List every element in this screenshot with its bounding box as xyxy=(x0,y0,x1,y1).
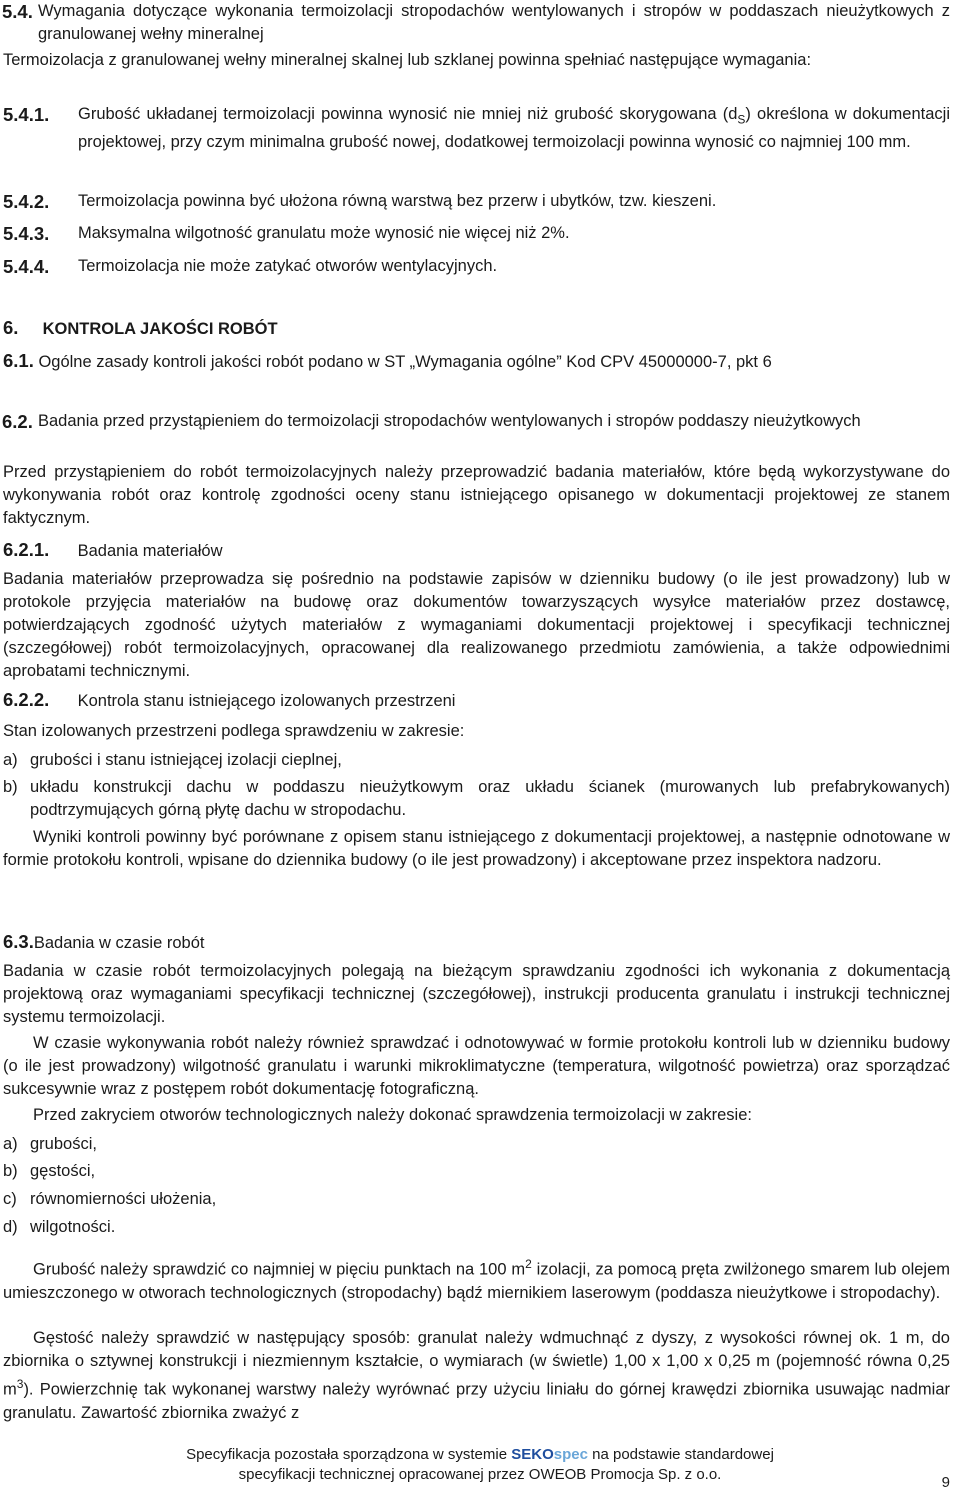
paragraph-text: Grubość należy sprawdzić co najmniej w pięciu punktach na 100 m xyxy=(33,1260,526,1279)
section-title: Badania w czasie robót xyxy=(33,934,205,952)
section-5-4-2 xyxy=(3,190,950,213)
subscript: S xyxy=(737,112,746,127)
section-6-3-paragraph-5 xyxy=(3,1327,950,1425)
brand-logo-text: SEKO xyxy=(511,1446,554,1463)
list-text: wilgotności. xyxy=(30,1218,116,1236)
section-6-3-paragraph-1: Badania w czasie robót termoizolacyjnych polegają na bieżącym sprawdzaniu zgodności ich wykonania z dokumentacją projektową oraz wymaganiami specyfikacji technicznej (szczegółowej), instrukcji producenta granulatu i instrukcji technicznej systemu termoizolacji. xyxy=(3,962,950,1026)
paragraph-text: ) określona w dokumentacji projektowej, przy czym minimalna grubość nowej, dodatkowej termoizolacji powinna wynosić co najmniej 100 mm. xyxy=(78,105,950,152)
list-item xyxy=(3,749,950,772)
section-6-1 xyxy=(3,349,950,374)
paragraph-text: izolacji, za pomocą pręta zwilżonego smarem lub olejem umieszczonego w otworach technologicznych (stropodachy) bądź miernikiem laserowym (poddasza nieużytkowe i stropodachy). xyxy=(3,1260,951,1302)
list-item xyxy=(3,1188,950,1211)
paragraph-text: Gęstość należy sprawdzić w następujący sposób: granulat należy wdmuchnąć z dyszy, z wysokości równej ok. 1 m, do zbiornika o sztywnej konstrukcji i niezmiennym kształcie, o wymiarach (w świetle) 1,00 x 1,00 x 0,25 m (pojemność równa 0,25 m xyxy=(3,1329,950,1399)
section-number: 5.4. xyxy=(2,1,33,22)
footer-text: na podstawie standardowej xyxy=(587,1446,774,1463)
section-number: 6.3. xyxy=(3,931,34,952)
paragraph-text: Ogólne zasady kontroli jakości robót podano w ST „Wymagania ogólne” Kod CPV 45000000-7, pkt 6 xyxy=(38,353,772,371)
list-item xyxy=(3,1133,950,1156)
section-number: 5.4.3. xyxy=(3,223,50,244)
footer-line-1 xyxy=(0,1445,960,1465)
section-title: Wymagania dotyczące wykonania termoizolacji stropodachów wentylowanych i stropów w poddaszach nieużytkowych z granulowanej wełny mineralnej xyxy=(38,2,950,43)
section-number: 6.2. xyxy=(2,411,33,432)
list-item xyxy=(3,776,950,822)
section-number: 5.4.4. xyxy=(3,256,50,277)
section-6-3-heading xyxy=(3,930,950,955)
list-label: a) xyxy=(3,751,18,769)
section-6-3-paragraph-2: W czasie wykonywania robót należy również sprawdzać i odnotowywać w formie protokołu kontroli lub w dzienniku budowy (o ile jest prowadzony) wilgotność granulatu i warunki mikroklimatyczne (temperatura, wilgotność powietrza) oraz sporządzać sukcesywnie wraz z postępem robót dokumentację fotograficzną. xyxy=(3,1034,950,1098)
section-number: 5.4.1. xyxy=(3,104,50,125)
brand-logo-text: spec xyxy=(553,1446,588,1463)
list-text: grubości i stanu istniejącej izolacji cieplnej, xyxy=(30,751,342,769)
section-number: 6.1. xyxy=(3,350,34,371)
section-title: Badania materiałów xyxy=(77,542,223,560)
section-title: Badania przed przystąpieniem do termoizolacji stropodachów wentylowanych i stropów poddaszy nieużytkowych xyxy=(38,412,861,430)
section-6-heading xyxy=(3,316,950,341)
section-6-3-paragraph-3: Przed zakryciem otworów technologicznych należy dokonać sprawdzenia termoizolacji w zakresie: xyxy=(33,1106,752,1124)
section-6-2-1-heading xyxy=(3,538,950,563)
section-6-2-heading xyxy=(2,410,950,433)
section-number: 6. xyxy=(3,317,19,338)
list-label: b) xyxy=(3,778,18,796)
paragraph-text: Termoizolacja powinna być ułożona równą warstwą bez przerw i ubytków, tzw. kieszeni. xyxy=(78,192,717,210)
superscript: 3 xyxy=(16,1377,24,1391)
paragraph-text: Termoizolacja nie może zatykać otworów wentylacyjnych. xyxy=(78,257,498,275)
list-item xyxy=(3,1216,950,1239)
list-text: grubości, xyxy=(30,1135,97,1153)
list-label: d) xyxy=(3,1218,18,1236)
section-title: KONTROLA JAKOŚCI ROBÓT xyxy=(42,320,278,338)
paragraph-text: Maksymalna wilgotność granulatu może wynosić nie więcej niż 2%. xyxy=(78,224,570,242)
section-title: Kontrola stanu istniejącego izolowanych przestrzeni xyxy=(77,692,456,710)
list-text: układu konstrukcji dachu w poddaszu nieużytkowym oraz układu ścianek (murowanych lub prefabrykowanych) podtrzymujących górną płytę dachu w stropodachu. xyxy=(30,778,950,819)
list-text: równomierności ułożenia, xyxy=(30,1190,217,1208)
section-5-4-4 xyxy=(3,255,950,278)
section-number: 6.2.1. xyxy=(3,539,50,560)
section-6-3-paragraph-4 xyxy=(3,1253,950,1305)
section-5-4-1 xyxy=(3,103,950,154)
section-6-2-2-body: Wyniki kontroli powinny być porównane z opisem stanu istniejącego z dokumentacji projektowej, a następnie odnotowane w formie protokołu kontroli, wpisane do dziennika budowy (o ile jest prowadzony) i akceptowane przez inspektora nadzoru. xyxy=(3,828,950,869)
footer-line-2: specyfikacji technicznej opracowanej przez OWEOB Promocja Sp. z o.o. xyxy=(238,1466,722,1483)
list-label: a) xyxy=(3,1135,18,1153)
list-item xyxy=(3,1160,950,1183)
section-6-2-body: Przed przystąpieniem do robót termoizolacyjnych należy przeprowadzić badania materiałów, które będą wykorzystywane do wykonywania robót oraz kontrolę zgodności oceny stanu istniejącego opisanego w dokumentacji projektowej ze stanem faktycznym. xyxy=(3,463,950,527)
list-text: gęstości, xyxy=(30,1162,96,1180)
section-number: 6.2.2. xyxy=(3,689,50,710)
section-6-2-1-body: Badania materiałów przeprowadza się pośrednio na podstawie zapisów w dzienniku budowy (o ile jest prowadzony) lub w protokole przyjęcia materiałów na budowę oraz dokumentów towarzyszących wysyłce materiałów przez dostawcę, potwierdzających zgodność użytych materiałów z wymaganiami dokumentacji projektowej i specyfikacji technicznej (szczegółowej) robót termoizolacyjnych, opracowanej dla realizowanego przedmiotu zamówienia, a także odpowiednimi aprobatami technicznymi. xyxy=(3,570,950,680)
paragraph-text: ). Powierzchnię tak wykonanej warstwy należy wyrównać przy użyciu liniału do górnej krawędzi zbiornika usuwając nadmiar granulatu. Zawartość zbiornika zważyć z xyxy=(3,1380,950,1422)
section-5-4-intro: Termoizolacja z granulowanej wełny mineralnej skalnej lub szklanej powinna spełniać następujące wymagania: xyxy=(3,51,812,69)
list-label: b) xyxy=(3,1162,18,1180)
superscript: 2 xyxy=(525,1257,532,1271)
page-number: 9 xyxy=(941,1474,950,1491)
list-label: c) xyxy=(3,1190,17,1208)
paragraph-text: Grubość układanej termoizolacji powinna wynosić nie mniej niż grubość skorygowana (d xyxy=(78,105,738,123)
section-number: 5.4.2. xyxy=(3,191,50,212)
section-6-2-2-intro: Stan izolowanych przestrzeni podlega sprawdzeniu w zakresie: xyxy=(3,722,465,740)
footer-text: Specyfikacja pozostała sporządzona w systemie xyxy=(186,1446,512,1463)
section-5-4-heading xyxy=(2,0,950,46)
page-footer xyxy=(0,1445,960,1485)
section-5-4-3 xyxy=(3,222,950,245)
section-6-2-2-heading xyxy=(3,688,950,713)
